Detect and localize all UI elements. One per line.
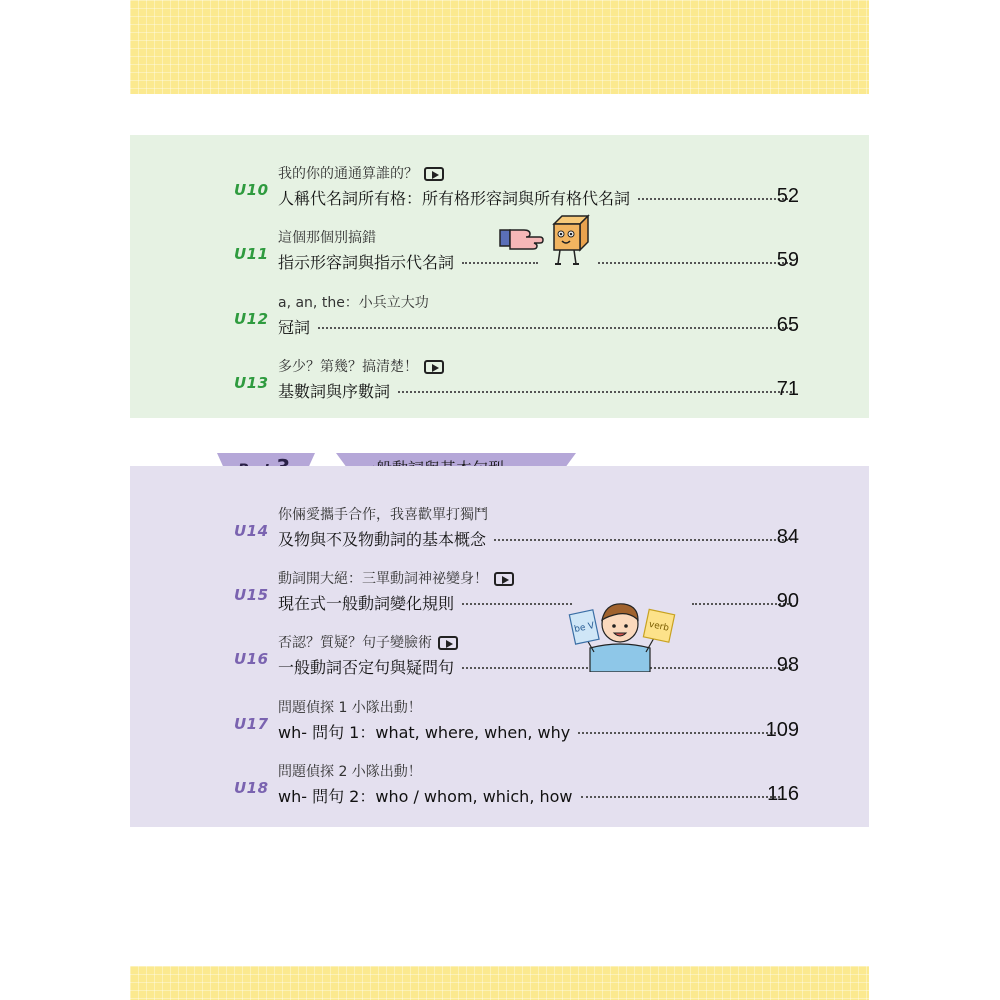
unit-number: U17: [234, 715, 269, 733]
unit-number: U14: [234, 522, 269, 540]
pointing-hand-icon: [500, 230, 543, 249]
toc-entry-u14[interactable]: [130, 504, 869, 564]
play-icon[interactable]: [438, 636, 458, 650]
page-number: 109: [765, 719, 799, 741]
toc-entry-u12[interactable]: [130, 292, 869, 352]
page-number: 116: [767, 783, 799, 805]
dot-leader: [318, 327, 792, 329]
pointing-box-character-illustration: [498, 212, 598, 268]
bev-card: [569, 610, 599, 644]
unit-number: U16: [234, 650, 269, 668]
card-label-right: verb: [647, 619, 670, 634]
play-icon[interactable]: [424, 360, 444, 374]
bottom-decorative-band: [130, 966, 869, 1000]
dot-leader: [598, 262, 792, 264]
card-label-left: be V: [573, 620, 596, 635]
unit-subtitle: 我的你的通通算誰的？: [278, 163, 444, 183]
unit-number: U18: [234, 779, 269, 797]
unit-title: wh- 問句 2：who / whom, which, how: [278, 787, 573, 806]
dot-leader: [638, 198, 792, 200]
page-number: 65: [776, 314, 799, 336]
unit-title: 冠詞: [278, 318, 311, 337]
unit-title: 指示形容詞與指示代名詞: [278, 253, 455, 272]
dot-leader: [581, 796, 780, 798]
page-number: 71: [776, 378, 799, 400]
unit-title: 人稱代名詞所有格：所有格形容詞與所有格代名詞: [278, 189, 631, 208]
toc-panel-part2: [130, 135, 869, 418]
unit-number: U15: [234, 586, 269, 604]
unit-subtitle: 否認？質疑？句子變臉術: [278, 632, 458, 652]
unit-subtitle: 問題偵探 1 小隊出動！: [278, 700, 422, 716]
toc-entry-u16[interactable]: [130, 632, 869, 692]
unit-subtitle: 動詞開大絕：三單動詞神祕變身！: [278, 568, 514, 588]
unit-title: 一般動詞否定句與疑問句: [278, 658, 455, 677]
toc-entry-u13[interactable]: [130, 356, 869, 416]
unit-number: U10: [234, 181, 269, 199]
dot-leader: [494, 539, 792, 541]
toc-entry-u18[interactable]: [130, 761, 869, 821]
unit-number: U11: [234, 245, 269, 263]
boy-with-cards-illustration: [566, 596, 678, 672]
verb-card: [643, 609, 674, 642]
page-number: 84: [776, 526, 799, 548]
toc-entry-u17[interactable]: [130, 697, 869, 757]
page-number: 59: [776, 249, 799, 271]
page-number: 90: [776, 590, 799, 612]
dot-leader: [578, 732, 780, 734]
play-icon[interactable]: [494, 572, 514, 586]
unit-title: 基數詞與序數詞: [278, 382, 391, 401]
toc-panel-part3: [130, 466, 869, 827]
unit-title: wh- 問句 1：what, where, when, why: [278, 723, 571, 742]
page-number: 98: [776, 654, 799, 676]
unit-subtitle: 你倆愛攜手合作，我喜歡單打獨鬥: [278, 507, 488, 523]
box-character-icon: [554, 216, 588, 264]
toc-entry-u15[interactable]: [130, 568, 869, 628]
unit-subtitle: a, an, the：小兵立大功: [278, 295, 429, 311]
unit-number: U12: [234, 310, 269, 328]
dot-leader: [462, 603, 572, 605]
page-number: 52: [776, 185, 799, 207]
dot-leader: [398, 391, 792, 393]
unit-subtitle: 多少？第幾？搞清楚！: [278, 356, 444, 376]
unit-title: 及物與不及物動詞的基本概念: [278, 530, 487, 549]
unit-subtitle: 問題偵探 2 小隊出動！: [278, 764, 422, 780]
play-icon[interactable]: [424, 167, 444, 181]
top-decorative-band: [130, 0, 869, 94]
unit-number: U13: [234, 374, 269, 392]
unit-subtitle: 這個那個別搞錯: [278, 230, 376, 246]
unit-title: 現在式一般動詞變化規則: [278, 594, 455, 613]
